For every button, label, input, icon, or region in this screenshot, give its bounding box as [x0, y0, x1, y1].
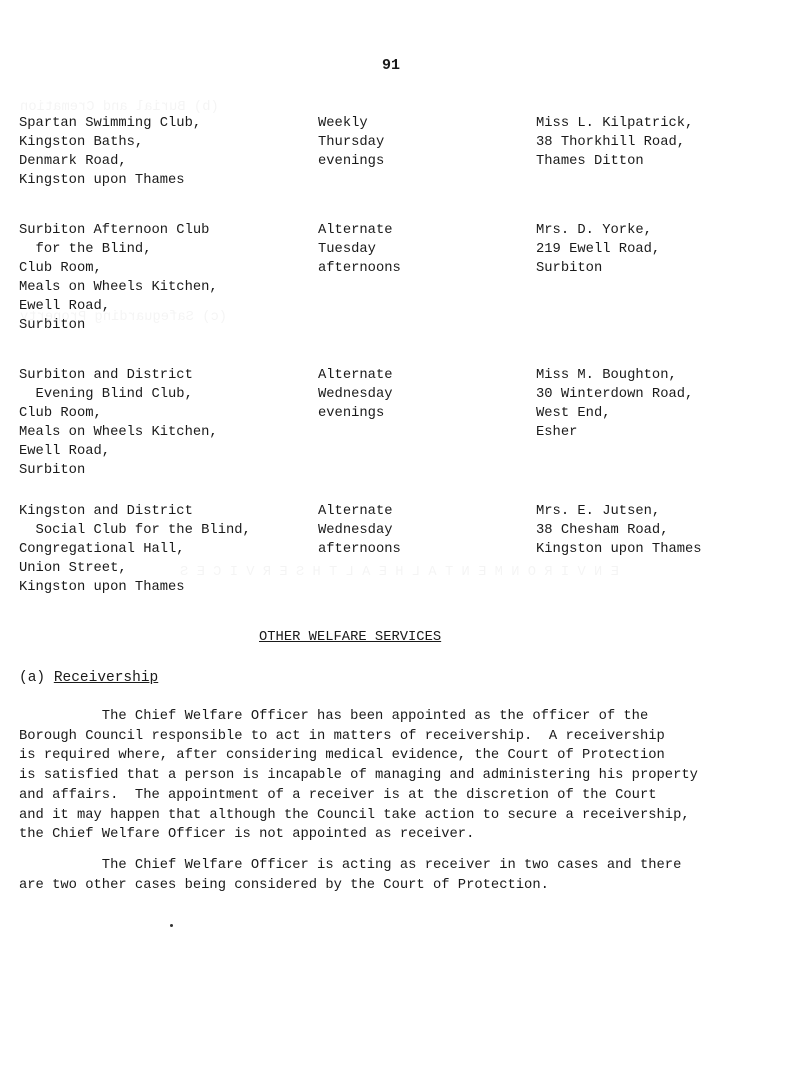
page-number: 91: [382, 57, 401, 74]
address-line: for the Blind,: [19, 242, 152, 257]
contact-line: Surbiton: [536, 261, 603, 276]
address-line: Surbiton Afternoon Club: [19, 223, 210, 238]
contact-line: 38 Chesham Road,: [536, 523, 669, 538]
paragraph-line: the Chief Welfare Officer is not appointed as receiver.: [19, 827, 475, 843]
schedule-line: evenings: [318, 154, 385, 169]
address-line: Surbiton and District: [19, 368, 193, 383]
meeting-schedule: [318, 114, 528, 171]
contact-line: 30 Winterdown Road,: [536, 387, 694, 402]
paragraph-line: is required where, after considering medical evidence, the Court of Protection: [19, 748, 665, 764]
schedule-line: Wednesday: [318, 387, 393, 402]
sub-heading-title: Receivership: [53, 670, 159, 686]
address-line: Meals on Wheels Kitchen,: [19, 425, 218, 440]
address-line: Denmark Road,: [19, 154, 127, 169]
schedule-line: Wednesday: [318, 523, 393, 538]
body-paragraph: [19, 707, 794, 845]
schedule-line: Alternate: [318, 504, 393, 519]
meeting-schedule: [318, 221, 528, 278]
schedule-line: evenings: [318, 406, 385, 421]
paragraph-line: is satisfied that a person is incapable of managing and administering his property: [19, 768, 698, 784]
contact-line: West End,: [536, 406, 611, 421]
body-paragraph: [19, 856, 794, 895]
schedule-line: Weekly: [318, 116, 368, 131]
address-line: Evening Blind Club,: [19, 387, 193, 402]
contact-line: 219 Ewell Road,: [536, 242, 661, 257]
show-through-artifact: [20, 100, 219, 115]
schedule-line: afternoons: [318, 542, 401, 557]
organisation-address: [19, 221, 309, 335]
paragraph-line: The Chief Welfare Officer is acting as receiver in two cases and there: [19, 858, 682, 873]
sub-heading-label: (a): [19, 670, 46, 686]
address-line: Ewell Road,: [19, 444, 111, 459]
schedule-line: Tuesday: [318, 242, 376, 257]
stray-ink-mark: [170, 924, 173, 927]
organisation-address: [19, 502, 309, 597]
address-line: Kingston upon Thames: [19, 173, 185, 188]
meeting-schedule: [318, 366, 528, 423]
address-line: Club Room,: [19, 261, 102, 276]
contact-line: Esher: [536, 425, 578, 440]
contact-line: Miss L. Kilpatrick,: [536, 116, 694, 131]
contact-line: Kingston upon Thames: [536, 542, 702, 557]
contact-address: [536, 502, 796, 559]
organisation-address: [19, 366, 309, 480]
contact-line: Thames Ditton: [536, 154, 644, 169]
contact-address: [536, 114, 796, 171]
address-line: Social Club for the Blind,: [19, 523, 251, 538]
paragraph-line: and affairs. The appointment of a receiver is at the discretion of the Court: [19, 787, 657, 803]
address-line: Meals on Wheels Kitchen,: [19, 280, 218, 295]
address-line: Kingston and District: [19, 504, 193, 519]
address-line: Ewell Road,: [19, 299, 111, 314]
schedule-line: Alternate: [318, 368, 393, 383]
schedule-line: afternoons: [318, 261, 401, 276]
paragraph-line: are two other cases being considered by the Court of Protection.: [19, 877, 549, 893]
contact-address: [536, 366, 796, 442]
meeting-schedule: [318, 502, 528, 559]
contact-line: Miss M. Boughton,: [536, 368, 677, 383]
address-line: Spartan Swimming Club,: [19, 116, 202, 131]
organisation-address: [19, 114, 309, 190]
section-heading: OTHER WELFARE SERVICES: [259, 630, 442, 645]
contact-line: 38 Thorkhill Road,: [536, 135, 686, 150]
address-line: Kingston Baths,: [19, 135, 144, 150]
paragraph-line: and it may happen that although the Council take action to secure a receivership,: [19, 807, 690, 823]
address-line: Club Room,: [19, 406, 102, 421]
address-line: Union Street,: [19, 561, 127, 576]
address-line: Surbiton: [19, 463, 86, 478]
schedule-line: Alternate: [318, 223, 393, 238]
schedule-line: Thursday: [318, 135, 385, 150]
sub-heading: [19, 670, 158, 686]
paragraph-line: Borough Council responsible to act in matters of receivership. A receivership: [19, 728, 665, 744]
contact-line: Mrs. E. Jutsen,: [536, 504, 661, 519]
paragraph-line: The Chief Welfare Officer has been appointed as the officer of the: [19, 709, 649, 724]
contact-address: [536, 221, 796, 278]
address-line: Kingston upon Thames: [19, 580, 185, 595]
address-line: Congregational Hall,: [19, 542, 185, 557]
contact-line: Mrs. D. Yorke,: [536, 223, 652, 238]
address-line: Surbiton: [19, 318, 86, 333]
